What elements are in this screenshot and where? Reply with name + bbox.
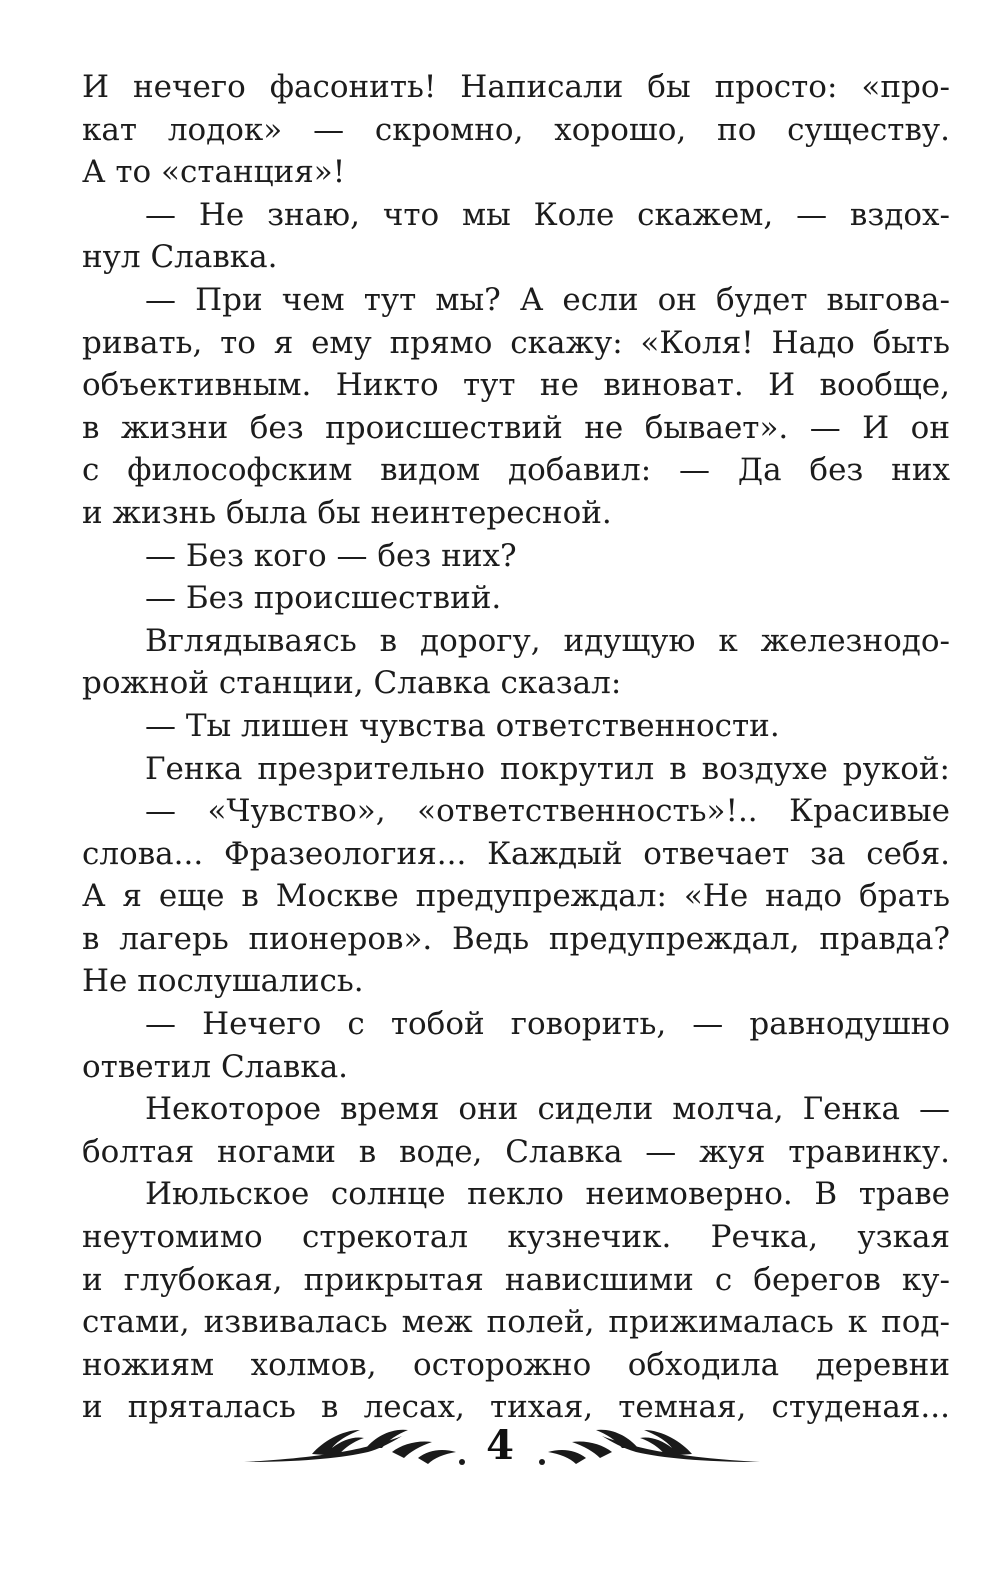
text-line: — Без происшествий.	[145, 580, 502, 617]
text-line: нул Славка.	[82, 239, 278, 276]
text-line: объективным. Никто тут не виноват. И вообще,	[82, 367, 950, 404]
page-number: 4	[486, 1422, 514, 1469]
text-line: — Без кого — без них?	[145, 537, 517, 574]
text-line: Не послушались.	[82, 963, 364, 1000]
text-line: ривать, то я ему прямо скажу: «Коля! Надо быть	[82, 324, 950, 361]
scroll-ornament-right-icon	[532, 1422, 762, 1470]
text-line: Вглядываясь в дорогу, идущую к железнодо-	[145, 622, 950, 659]
text-line: — «Чувство», «ответственность»!.. Красивые	[145, 793, 950, 830]
text-line: в жизни без происшествий не бывает». — И он	[82, 409, 950, 446]
text-line: неутомимо стрекотал кузнечик. Речка, узкая	[82, 1219, 950, 1256]
text-line: А я еще в Москве предупреждал: «Не надо брать	[82, 878, 950, 915]
book-page-text	[82, 66, 950, 1429]
text-line: — При чем тут мы? А если он будет выгова-	[145, 281, 950, 318]
text-line: с философским видом добавил: — Да без них	[82, 452, 950, 489]
text-line: — Ты лишен чувства ответственности.	[145, 707, 780, 744]
text-line: и жизнь была бы неинтересной.	[82, 494, 612, 531]
text-line: Июльское солнце пекло неимоверно. В траве	[145, 1176, 950, 1213]
text-line: Генка презрительно покрутил в воздухе рукой:	[145, 750, 950, 787]
text-line: — Не знаю, что мы Коле скажем, — вздох-	[145, 196, 950, 233]
text-line: ответил Славка.	[82, 1048, 349, 1085]
text-line: в лагерь пионеров». Ведь предупреждал, правда?	[82, 920, 950, 957]
text-line: и глубокая, прикрытая нависшими с берегов ку-	[82, 1261, 950, 1298]
text-line: Некоторое время они сидели молча, Генка —	[145, 1091, 950, 1128]
text-line: рожной станции, Славка сказал:	[82, 665, 622, 702]
text-line: — Нечего с тобой говорить, — равнодушно	[145, 1006, 950, 1043]
text-line: и пряталась в лесах, тихая, темная, студеная...	[82, 1389, 950, 1426]
text-line: болтая ногами в воде, Славка — жуя травинку.	[82, 1133, 950, 1170]
page-footer	[0, 1418, 1000, 1488]
text-line: И нечего фасонить! Написали бы просто: «про-	[82, 69, 950, 105]
text-line: кат лодок» — скромно, хорошо, по существу.	[82, 111, 950, 148]
text-line: ножиям холмов, осторожно обходила деревни	[82, 1346, 950, 1383]
text-line: слова... Фразеология... Каждый отвечает за себя.	[82, 835, 950, 872]
text-line: А то «станция»!	[82, 154, 346, 191]
text-line: стами, извивалась меж полей, прижималась к под-	[82, 1304, 950, 1341]
